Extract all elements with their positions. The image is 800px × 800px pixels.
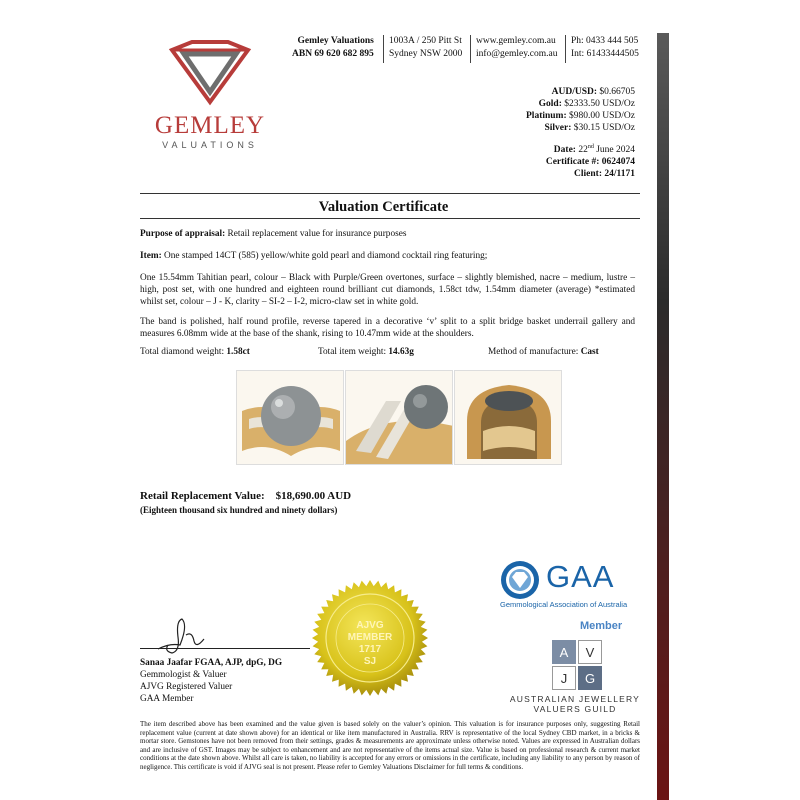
- value-in-words: (Eighteen thousand six hundred and ninety dollars): [140, 505, 338, 515]
- phone-block: [571, 35, 639, 61]
- signatory-role: AJVG Registered Valuer: [140, 682, 233, 692]
- ring-side-photo: [345, 370, 453, 465]
- logo-subtitle: VALUATIONS: [162, 140, 258, 150]
- ring-back-photo: [454, 370, 562, 465]
- signatory-role: Gemmologist & Valuer: [140, 670, 227, 680]
- website-link[interactable]: www.gemley.com.au: [476, 36, 556, 46]
- address-block: [389, 35, 462, 61]
- signatory-role: GAA Member: [140, 694, 194, 704]
- rate-row: Gold: $2333.50 USD/Oz: [538, 99, 635, 109]
- rate-row: AUD/USD: $0.66705: [551, 87, 635, 97]
- pearl-description: One 15.54mm Tahitian pearl, colour – Black with Purple/Green overtones, surface – slightly blemished, nacre – medium, lustre – high, post set, with one hundred and eighteen round brilliant cut diamonds, 1.58ct tdw, 1.54mm diameter (average) *estimated whilst set, colour – J - K, clarity – SI-2 – I-2, micro-claw set in white gold.: [140, 273, 635, 307]
- intl-phone-number: Int: 61433444505: [571, 49, 639, 59]
- gaa-member-label: Member: [580, 620, 623, 632]
- email-link[interactable]: info@gemley.com.au: [476, 49, 558, 59]
- divider: [140, 193, 640, 194]
- web-block: [476, 35, 557, 61]
- divider: [140, 218, 640, 219]
- phone-number: Ph: 0433 444 505: [571, 36, 639, 46]
- date-row: Date: 22nd June 2024: [553, 144, 635, 156]
- ajvg-letter: J: [552, 666, 576, 690]
- certificate-title: Valuation Certificate: [318, 199, 449, 215]
- item-weight: Total item weight: 14.63g: [318, 347, 414, 357]
- rate-row: Platinum: $980.00 USD/Oz: [526, 111, 635, 121]
- retail-replacement-value: Retail Replacement Value: $18,690.00 AUD: [140, 490, 352, 502]
- item-line: Item: One stamped 14CT (585) yellow/white gold pearl and diamond cocktail ring featuring;: [140, 251, 488, 261]
- gaa-abbreviation: GAA: [546, 559, 615, 594]
- ajvg-letter: A: [552, 640, 576, 664]
- diamond-weight: Total diamond weight: 1.58ct: [140, 347, 250, 357]
- certificate-info: [546, 141, 635, 180]
- company-block: [292, 35, 374, 61]
- header-divider: [383, 35, 384, 63]
- address-line-2: Sydney NSW 2000: [389, 49, 463, 59]
- ajvg-letter: G: [578, 666, 602, 690]
- address-line-1: 1003A / 250 Pitt St: [389, 36, 462, 46]
- company-abn: ABN 69 620 682 895: [292, 49, 374, 59]
- rate-row: Silver: $30.15 USD/Oz: [544, 123, 635, 133]
- certificate-number-row: Certificate #: 0624074: [545, 157, 635, 168]
- ring-front-photo: [236, 370, 344, 465]
- disclaimer-text: The item described above has been examined and the value given is based solely on the valuer’s opinion. This valuation is for insurance purposes only, suggesting Retail replacement value (current at date shown above) for an identical or like item manufactured in Australia. RRV is representative of the local Sydney CBD market, in a bricks & mortar store. Gemstones have not been removed from their settings, grades & measurements are approximate unless otherwise noted. Values are expressed in Australian dollars and are inclusive of GST. Images may be subject to enhancement and are not representative of the items actual size. Value is based on professional research & current market conditions at the date shown above. Whilst all care is taken, no liability is accepted for any errors or omissions in the certificate, including any liability to any person by reason of negligence. This certificate is void if AJVG seal is not present. Please refer to Gemley Valuations Disclaimer for full terms & conditions.: [140, 720, 640, 771]
- band-description: The band is polished, half round profile, reverse tapered in a decorative ‘v’ split to a split bridge basket underrail gallery and measures 6.08mm wide at the base of the shank, rising to 10.47mm wide at the shoulders.: [140, 317, 635, 339]
- signatory-name: Sanaa Jaafar FGAA, AJP, dpG, DG: [140, 658, 283, 668]
- seal-text: AJVG MEMBER 1717 SJ: [347, 620, 393, 667]
- logo-title: GEMLEY: [154, 112, 266, 139]
- header-divider: [565, 35, 566, 63]
- company-name: Gemley Valuations: [297, 36, 374, 46]
- gaa-crest-icon: [500, 560, 540, 600]
- signature-image: [150, 615, 230, 655]
- ajvg-logo: [552, 640, 602, 690]
- signature-line: [140, 648, 310, 649]
- metal-rates: [526, 86, 635, 134]
- ajvg-letter: V: [578, 640, 602, 664]
- client-row: Client: 24/1171: [574, 169, 635, 180]
- decorative-side-bar: [657, 33, 669, 800]
- ajvg-full-name: AUSTRALIAN JEWELLERY VALUERS GUILD: [509, 694, 641, 714]
- diamond-logo-icon: [140, 40, 280, 110]
- gaa-full-name: Gemmological Association of Australia: [500, 600, 628, 609]
- header-divider: [470, 35, 471, 63]
- manufacture-method: Method of manufacture: Cast: [488, 347, 599, 357]
- signatory-block: [140, 657, 282, 705]
- purpose-line: Purpose of appraisal: Retail replacement value for insurance purposes: [140, 229, 407, 239]
